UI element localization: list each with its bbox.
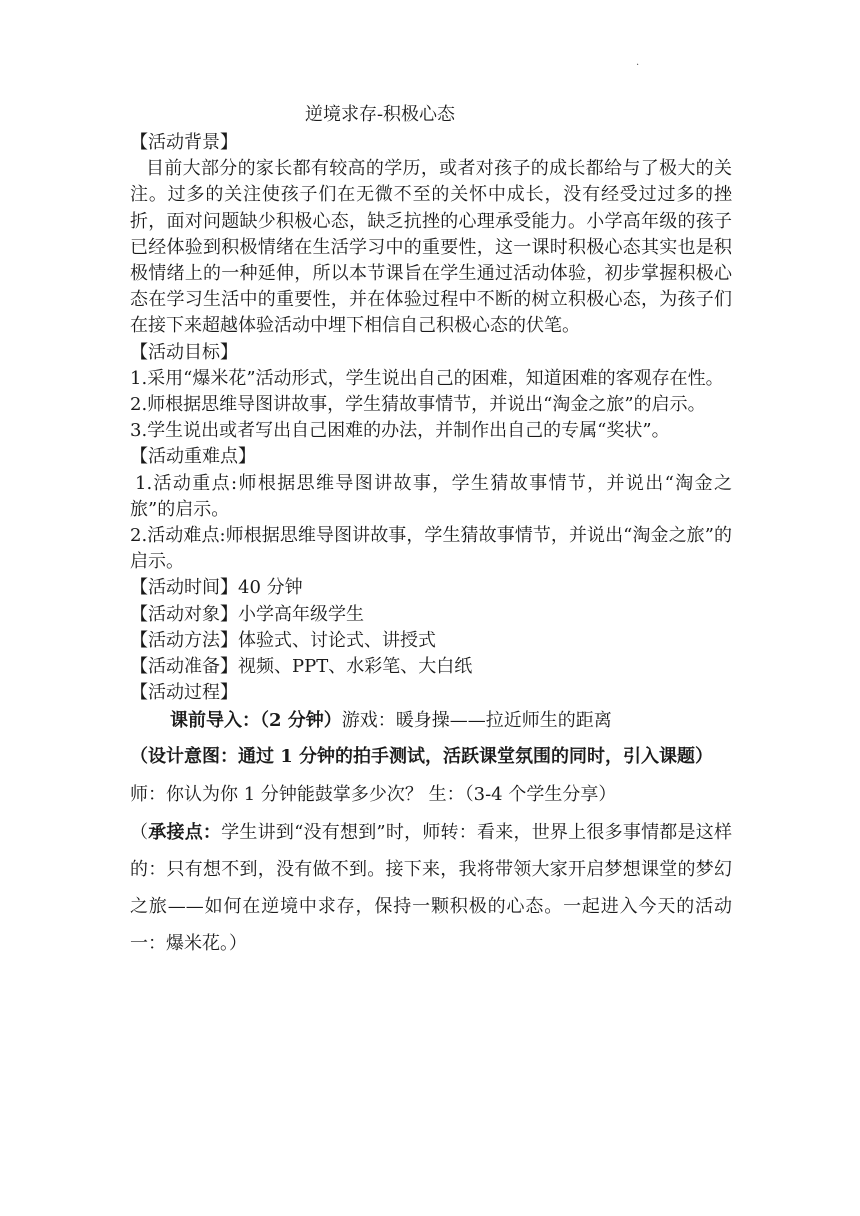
goals-heading: 【活动目标】 xyxy=(130,341,238,363)
prep-row xyxy=(130,654,732,680)
audience-value: 小学高年级学生 xyxy=(238,603,364,625)
teacher-question: 师：你认为你 1 分钟能鼓掌多少次？ 生：（3-4 个学生分享） xyxy=(130,784,617,806)
background-text: 目前大部分的家长都有较高的学历，或者对孩子的成长都给与了极大的关注。过多的关注使孩子们在无微不至的关怀中成长，没有经受过过多的挫折，面对问题缺少积极心态，缺乏抗挫的心理承受能力。小学高年级的孩子已经体验到积极情绪在生活学习中的重要性，这一课时积极心态其实也是积极情绪上的一种延伸，所以本节课旨在学生通过活动体验，初步掌握积极心态在学习生活中的重要性，并在体验过程中不断的树立积极心态，为孩子们在接下来超越体验活动中埋下相信自己积极心态的伏笔。 xyxy=(130,158,732,337)
connection-paragraph xyxy=(130,814,732,962)
connection-label: 承接点： xyxy=(148,822,222,844)
intro-bold: 课前导入：（2 分钟） xyxy=(170,710,342,732)
design-intent: （设计意图：通过 1 分钟的拍手测试，活跃课堂氛围的同时，引入课题） xyxy=(130,746,714,768)
audience-label: 【活动对象】 xyxy=(130,603,238,625)
prep-label: 【活动准备】 xyxy=(130,656,238,678)
goal-item: 1.采用“爆米花”活动形式，学生说出自己的困难，知道困难的客观存在性。 xyxy=(130,367,724,389)
document-title: 逆境求存-积极心态 xyxy=(304,104,456,125)
time-row xyxy=(130,575,732,601)
method-value: 体验式、讨论式、讲授式 xyxy=(238,629,436,651)
prep-value: 视频、PPT、水彩笔、大白纸 xyxy=(238,656,473,678)
key-points-heading: 【活动重难点】 xyxy=(130,446,256,468)
goal-item: 2.师根据思维导图讲故事，学生猜故事情节，并说出“淘金之旅”的启示。 xyxy=(130,394,706,416)
intro-line xyxy=(130,706,732,736)
document-body xyxy=(130,130,732,962)
background-heading: 【活动背景】 xyxy=(130,132,238,153)
connection-text: 学生讲到“没有想到”时，师转：看来，世界上很多事情都是这样的：只有想不到，没有做不到。接下来，我将带领大家开启梦想课堂的梦幻之旅——如何在逆境中求存，保持一颗积极的心态。一起进入今天的活动一：爆米花。） xyxy=(130,822,733,955)
method-label: 【活动方法】 xyxy=(130,629,238,651)
key-point-item: 1.活动重点:师根据思维导图讲故事，学生猜故事情节，并说出“淘金之旅”的启示。 xyxy=(130,472,732,520)
audience-row xyxy=(130,602,732,628)
goal-item: 3.学生说出或者写出自己困难的办法，并制作出自己的专属“奖状”。 xyxy=(130,420,670,442)
connection-open: （ xyxy=(130,822,149,844)
process-heading: 【活动过程】 xyxy=(130,682,238,704)
difficult-point-item: 2.活动难点:师根据思维导图讲故事，学生猜故事情节，并说出“淘金之旅”的启示。 xyxy=(130,525,732,573)
method-row xyxy=(130,628,732,654)
time-value: 40 分钟 xyxy=(238,577,303,599)
page-marker: . xyxy=(636,57,640,68)
time-label: 【活动时间】 xyxy=(130,577,238,599)
intro-text: 游戏：暖身操——拉近师生的距离 xyxy=(341,710,612,732)
